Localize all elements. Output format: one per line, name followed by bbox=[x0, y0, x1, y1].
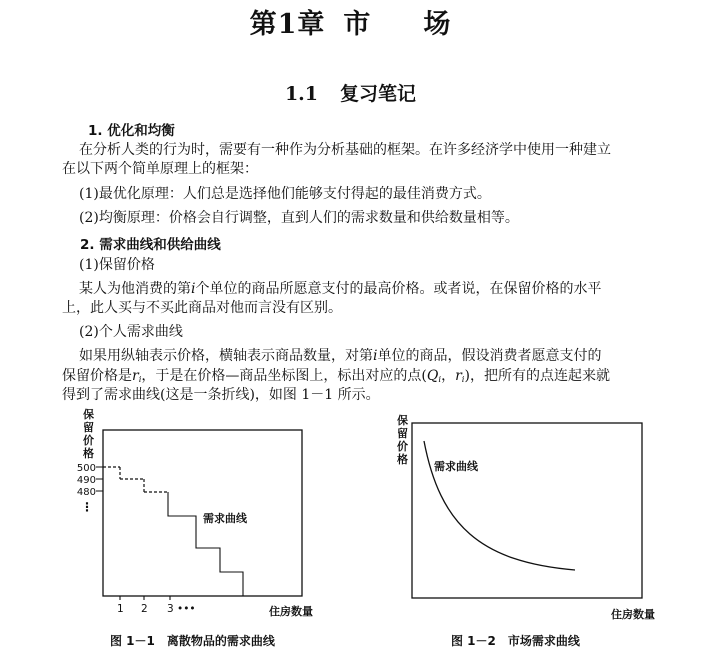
fig2-ylabel-char-4: 格 bbox=[397, 453, 408, 466]
heading-optimization-equilibrium: 1. 优化和均衡 bbox=[88, 123, 175, 139]
paragraph-demand-line-1: 如果用纵轴表示价格，横轴表示商品数量，对第i单位的商品，假设消费者愿意支付的 bbox=[79, 348, 602, 364]
figure-2-ylabel bbox=[397, 413, 408, 466]
fig1-ytick-490: 490 bbox=[76, 475, 96, 486]
item-optimization-principle: (1)最优化原理：人们总是选择他们能够支付得起的最佳消费方式。 bbox=[79, 186, 491, 202]
fig2-frame bbox=[412, 423, 642, 598]
heading-demand-supply: 2. 需求曲线和供给曲线 bbox=[80, 237, 221, 253]
fig1-ytick-ellipsis: ⋮ bbox=[81, 500, 93, 514]
paragraph-reservation-line-2: 上，此人买与不买此商品对他而言没有区别。 bbox=[62, 300, 342, 316]
fig1-ylabel-char-1: 保 bbox=[83, 408, 94, 421]
paragraph-demand-line-2: 保留价格是$r_i$，于是在价格—商品坐标图上，标出对应的点($Q_i$，$r_i$)，把所有的点连起来就 bbox=[62, 368, 610, 385]
fig1-xtick-2: 2 bbox=[141, 603, 148, 615]
subheading-reservation-price: (1)保留价格 bbox=[79, 257, 155, 273]
chapter-title-char-2: 场 bbox=[423, 9, 452, 40]
fig1-ylabel-char-4: 格 bbox=[83, 447, 94, 460]
paragraph-framework-line-2: 在以下两个简单原理上的框架： bbox=[62, 161, 258, 177]
fig1-step-curve bbox=[168, 492, 243, 596]
chapter-label: 第1章 bbox=[249, 9, 326, 40]
fig2-xlabel: 住房数量 bbox=[611, 608, 655, 621]
fig1-ytick-480: 480 bbox=[76, 487, 96, 498]
fig2-curve-label: 需求曲线 bbox=[434, 460, 478, 473]
fig2-ylabel-char-3: 价 bbox=[397, 440, 408, 453]
fig2-ylabel-char-1: 保 bbox=[397, 414, 408, 427]
fig1-ytick-500: 500 bbox=[76, 463, 96, 474]
item-equilibrium-principle: (2)均衡原理：价格会自行调整，直到人们的需求数量和供给数量相等。 bbox=[79, 210, 519, 226]
section-number: 1.1 bbox=[284, 83, 319, 105]
fig2-caption: 图 1－2 市场需求曲线 bbox=[451, 634, 580, 648]
fig1-ylabel-char-2: 留 bbox=[83, 421, 94, 434]
fig1-curve-label: 需求曲线 bbox=[203, 512, 247, 525]
section-title-text: 复习笔记 bbox=[340, 83, 417, 105]
fig1-xtick-1: 1 bbox=[117, 603, 124, 615]
fig1-xlabel: 住房数量 bbox=[269, 605, 313, 618]
paragraph-reservation-line-1: 某人为他消费的第i个单位的商品所愿意支付的最高价格。或者说，在保留价格的水平 bbox=[79, 281, 602, 297]
fig1-caption: 图 1－1 离散物品的需求曲线 bbox=[110, 634, 275, 648]
paragraph-framework-line-1: 在分析人类的行为时，需要有一种作为分析基础的框架。在许多经济学中使用一种建立 bbox=[79, 142, 611, 158]
chapter-title-char-1: 市 bbox=[343, 9, 372, 40]
fig2-ylabel-char-2: 留 bbox=[397, 427, 408, 440]
fig1-ylabel-char-3: 价 bbox=[83, 434, 94, 447]
fig1-xtick-3: 3 ••• bbox=[167, 603, 196, 615]
paragraph-demand-line-3: 得到了需求曲线(这是一条折线)，如图 1－1 所示。 bbox=[62, 387, 380, 403]
subheading-individual-demand: (2)个人需求曲线 bbox=[79, 324, 183, 340]
